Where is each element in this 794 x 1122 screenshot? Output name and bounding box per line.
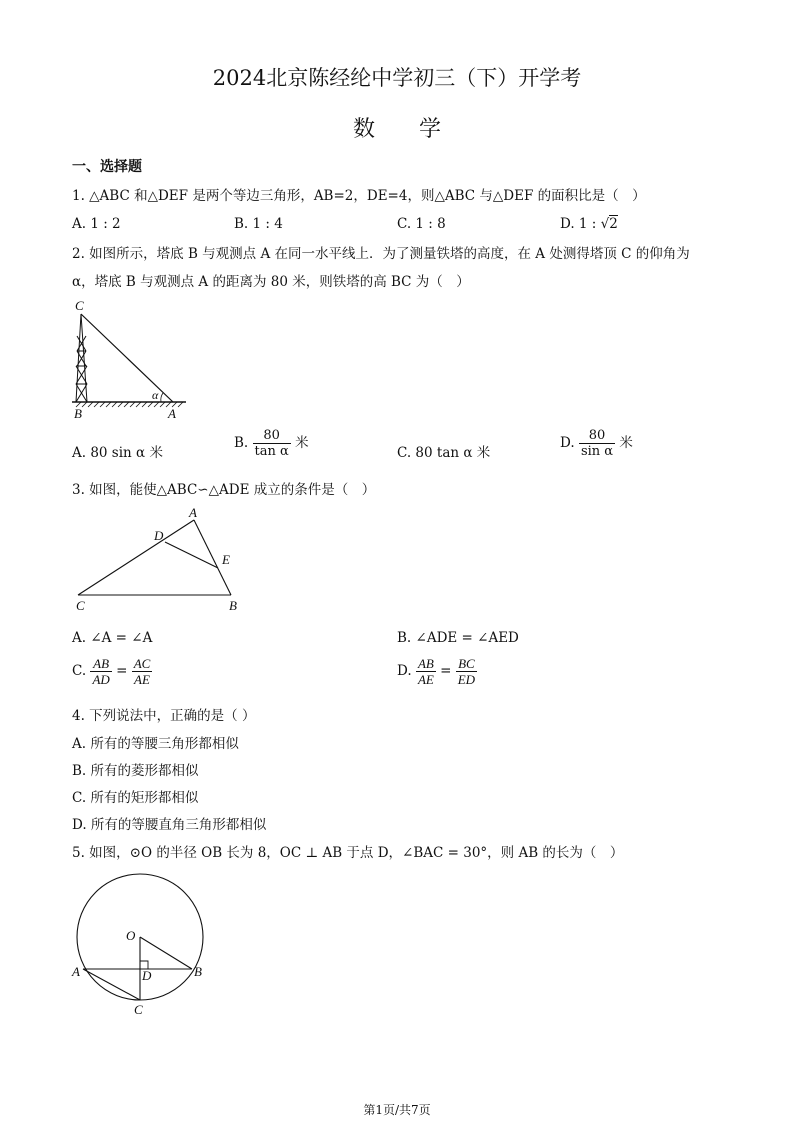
q4-option-c: C. 所有的矩形都相似	[72, 790, 199, 806]
q3-option-c-prefix: C.	[72, 663, 87, 679]
q2-option-d	[560, 428, 633, 459]
question-4-stem: 4. 下列说法中，正确的是（ ）	[72, 708, 256, 724]
circle-figure	[66, 860, 226, 1020]
q1-option-a: A. 1 : 2	[72, 216, 121, 232]
q3-d-num2: BC	[456, 656, 477, 672]
q1-option-b: B. 1 : 4	[234, 216, 283, 232]
triangle-figure	[66, 504, 256, 616]
q3-c-den2: AE	[134, 672, 150, 687]
question-1-stem: 1. △ABC 和△DEF 是两个等边三角形，AB=2，DE=4，则△ABC 与△DEF 的面积比是（ ）	[72, 188, 646, 204]
question-5-stem: 5. 如图，⊙O 的半径 OB 长为 8，OC ⊥ AB 于点 D，∠BAC = 30°，则 AB 的长为（ ）	[72, 845, 624, 861]
tower-figure	[66, 296, 196, 424]
q2-option-b	[234, 428, 309, 459]
q2-b-denominator: tan α	[254, 444, 289, 459]
tower-icon	[76, 314, 87, 402]
q3-option-c	[72, 656, 152, 687]
label-d: D	[142, 968, 152, 983]
label-a: A	[72, 964, 80, 979]
label-alpha: α	[152, 388, 159, 402]
sqrt-sign: √	[600, 216, 610, 232]
q3-option-d	[397, 656, 477, 687]
q2-option-b-prefix: B.	[234, 435, 249, 451]
label-c: C	[75, 298, 84, 313]
q3-d-fraction-right	[456, 656, 477, 687]
label-d: D	[154, 528, 164, 543]
question-3-stem: 3. 如图，能使△ABC∽△ADE 成立的条件是（ ）	[72, 482, 376, 498]
subject-title: 数 学	[352, 117, 441, 142]
q2-b-numerator: 80	[253, 428, 291, 444]
q1-option-d-root: 2	[609, 216, 618, 232]
q3-option-d-prefix: D.	[397, 663, 412, 679]
label-a: A	[189, 505, 197, 520]
q2-d-numerator: 80	[579, 428, 615, 444]
label-b: B	[74, 406, 82, 421]
q4-option-d: D. 所有的等腰直角三角形都相似	[72, 817, 267, 833]
q1-option-c: C. 1 : 8	[397, 216, 446, 232]
q3-c-num2: AC	[133, 656, 151, 671]
question-2-line2: α，塔底 B 与观测点 A 的距离为 80 米，则铁塔的高 BC 为（ ）	[72, 274, 470, 290]
q3-c-den1: AD	[92, 672, 110, 687]
label-b: B	[194, 964, 202, 979]
q2-option-b-unit: 米	[295, 435, 309, 451]
page-title: 2024北京陈经纶中学初三（下）开学考	[212, 66, 582, 90]
q3-option-a: A. ∠A = ∠A	[72, 630, 153, 646]
q2-option-c: C. 80 tan α 米	[397, 445, 491, 461]
label-c: C	[76, 598, 85, 613]
q3-d-den1: AE	[417, 672, 434, 687]
equals-sign: =	[440, 663, 452, 679]
question-2-line1: 2. 如图所示，塔底 B 与观测点 A 在同一水平线上．为了测量铁塔的高度，在 A 处测得塔顶 C 的仰角为	[72, 246, 690, 262]
q2-option-d-fraction	[579, 428, 615, 459]
q2-option-a: A. 80 sin α 米	[72, 445, 163, 461]
section-heading: 一、选择题	[72, 159, 142, 175]
angle-arc	[161, 393, 163, 402]
q3-c-fraction-left	[90, 656, 111, 687]
q1-option-d-prefix: D. 1 :	[560, 216, 601, 232]
q4-option-b: B. 所有的菱形都相似	[72, 763, 199, 779]
sight-line	[81, 314, 173, 402]
label-c: C	[134, 1002, 143, 1017]
label-a: A	[168, 406, 176, 421]
q4-option-a: A. 所有的等腰三角形都相似	[72, 736, 239, 752]
label-b: B	[229, 598, 237, 613]
q2-option-b-fraction	[253, 428, 291, 459]
equals-sign: =	[116, 663, 128, 679]
label-o: O	[126, 928, 136, 943]
page-footer: 第1页/共7页	[363, 1103, 431, 1117]
circle-lines	[83, 937, 192, 1000]
q3-c-num1: AB	[90, 656, 111, 672]
q2-option-d-prefix: D.	[560, 435, 575, 451]
q1-option-d	[560, 216, 618, 232]
q3-d-den2: ED	[457, 672, 476, 687]
q2-d-denominator: sin α	[580, 444, 614, 459]
q2-option-d-unit: 米	[619, 435, 633, 451]
q3-d-fraction-left	[416, 656, 436, 687]
q3-d-num1: AB	[417, 656, 434, 671]
q3-c-fraction-right	[132, 656, 153, 687]
q3-option-b: B. ∠ADE = ∠AED	[397, 630, 519, 646]
label-e: E	[222, 552, 230, 567]
